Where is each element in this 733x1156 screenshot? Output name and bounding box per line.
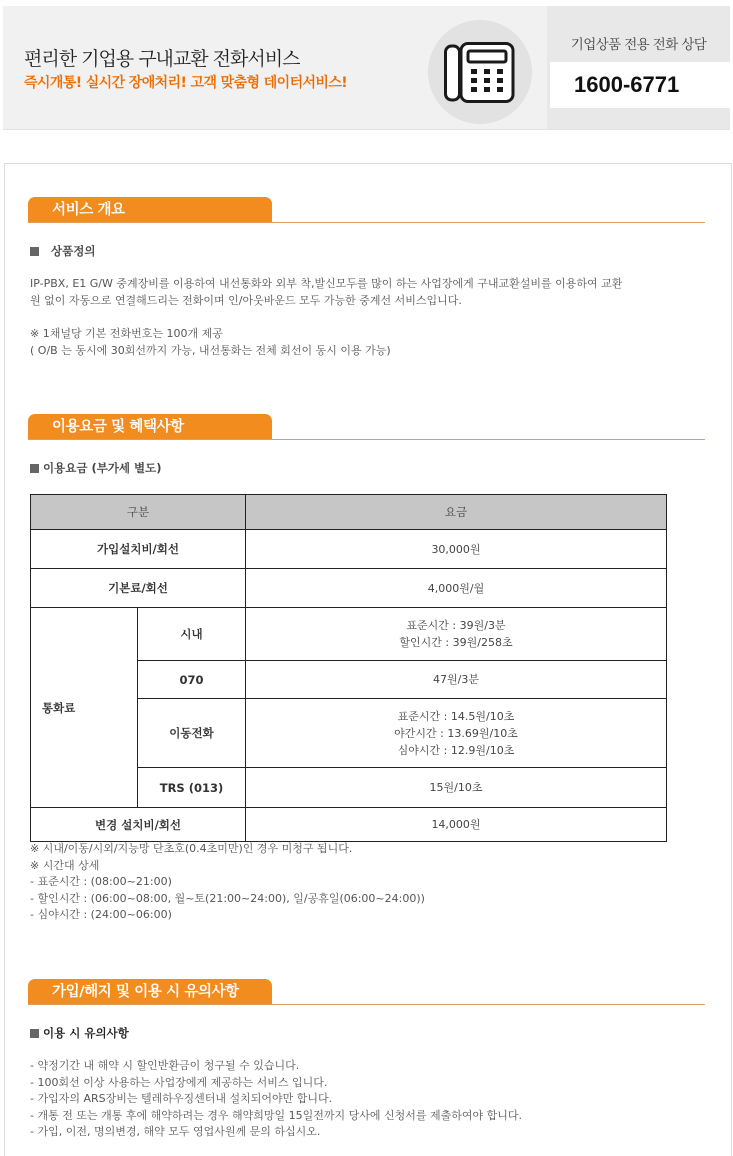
row-value-local <box>246 608 667 661</box>
contact-panel <box>547 6 730 129</box>
contact-phone-number[interactable]: 1600-6771 <box>574 72 680 97</box>
row-label-basic: 기본료/회선 <box>31 569 246 608</box>
row-label-call-charges: 통화료 <box>31 608 138 808</box>
caution-item-4: - 개통 전 또는 개통 후에 해약하려는 경우 해약희망일 15일전까지 당사에 신청서를 제출하여야 합니다. <box>30 1108 522 1122</box>
row-value-070: 47원/3분 <box>246 661 667 699</box>
section-title-overview <box>28 197 706 225</box>
fee-table <box>30 494 667 842</box>
banner-title: 편리한 기업용 구내교환 전화서비스 <box>24 48 300 70</box>
mobile-standard-rate: 표준시간 : 14.5원/10초 <box>397 709 515 723</box>
subhead-definition-text: 상품정의 <box>51 244 96 258</box>
section-tab-overview: 서비스 개요 <box>28 197 272 223</box>
table-header-row <box>31 495 667 530</box>
section-divider <box>28 1004 705 1005</box>
row-value-change: 14,000원 <box>246 808 667 842</box>
banner-subtitle: 즉시개통! 실시간 장애처리! 고객 맞춤형 데이터서비스! <box>24 75 348 91</box>
subhead-definition <box>30 243 95 259</box>
square-bullet-icon <box>30 1029 39 1038</box>
row-value-trs: 15원/10초 <box>246 768 667 808</box>
pricing-note-3: - 표준시간 : (08:00~21:00) <box>30 875 172 888</box>
table-row <box>31 608 667 661</box>
caution-item-2: - 100회선 이상 사용하는 사업장에게 제공하는 서비스 입니다. <box>30 1075 328 1089</box>
section-divider <box>28 222 705 223</box>
section-tab-caution: 가입/해지 및 이용 시 유의사항 <box>28 979 272 1005</box>
service-banner <box>3 6 730 130</box>
row-value-mobile <box>246 699 667 768</box>
table-row <box>31 569 667 608</box>
table-header-category: 구분 <box>31 495 246 530</box>
contact-number-box <box>550 62 730 108</box>
row-label-local: 시내 <box>138 608 246 661</box>
section-tab-pricing: 이용요금 및 혜택사항 <box>28 414 272 440</box>
overview-note-line-1: ※ 1채널당 기본 전화번호는 100개 제공 <box>30 327 223 340</box>
table-row <box>31 530 667 569</box>
row-label-trs: TRS (013) <box>138 768 246 808</box>
local-standard-rate: 표준시간 : 39원/3분 <box>406 619 506 632</box>
section-divider <box>28 439 705 440</box>
overview-desc-line-1: IP-PBX, E1 G/W 중계장비를 이용하여 내선통화와 외부 착,발신모두를 많이 하는 사업장에게 구내교환설비를 이용하여 교환 <box>30 277 623 290</box>
row-label-install: 가입설치비/회선 <box>31 530 246 569</box>
caution-item-1: - 약정기간 내 해약 시 할인반환금이 청구될 수 있습니다. <box>30 1059 300 1072</box>
desk-phone-icon <box>444 42 516 104</box>
local-discount-rate: 할인시간 : 39원/258초 <box>399 636 513 649</box>
contact-label: 기업상품 전용 전화 상담 <box>570 37 707 53</box>
table-row <box>31 808 667 842</box>
row-value-basic: 4,000원/월 <box>246 569 667 608</box>
pricing-note-4: - 할인시간 : (06:00~08:00, 월~토(21:00~24:00), 일/공휴일(06:00~24:00)) <box>30 891 425 905</box>
subhead-fees <box>30 460 162 476</box>
pricing-note-5: - 심야시간 : (24:00~06:00) <box>30 908 172 921</box>
pricing-note-2: ※ 시간대 상세 <box>30 858 100 872</box>
subhead-caution-text: 이용 시 유의사항 <box>43 1026 129 1040</box>
overview-description <box>30 276 622 309</box>
pricing-notes <box>30 841 425 924</box>
table-header-fee: 요금 <box>246 495 667 530</box>
overview-desc-line-2: 원 없이 자동으로 연결해드리는 전화이며 인/아웃바운드 모두 가능한 중계선 서비스입니다. <box>30 293 462 307</box>
square-bullet-icon <box>30 464 39 473</box>
caution-item-5: - 가입, 이전, 명의변경, 해약 모두 영업사원께 문의 하십시오. <box>30 1125 321 1138</box>
mobile-late-night-rate: 심야시간 : 12.9원/10초 <box>397 743 515 757</box>
overview-note-line-2: ( O/B 는 동시에 30회선까지 가능, 내선통화는 전체 회선이 동시 이용 가능) <box>30 343 391 357</box>
subhead-caution <box>30 1025 129 1041</box>
section-title-pricing <box>28 414 706 442</box>
phone-icon-badge <box>428 20 532 124</box>
subhead-fees-text: 이용요금 (부가세 별도) <box>43 461 162 475</box>
pricing-note-1: ※ 시내/이동/시외/지능망 단초호(0.4초미만)인 경우 미청구 됩니다. <box>30 842 353 855</box>
square-bullet-icon <box>30 247 39 256</box>
caution-list <box>30 1058 522 1141</box>
row-label-070: 070 <box>138 661 246 699</box>
row-label-change: 변경 설치비/회선 <box>31 808 246 842</box>
row-value-install: 30,000원 <box>246 530 667 569</box>
mobile-night-rate: 야간시간 : 13.69원/10초 <box>394 726 518 740</box>
row-label-mobile: 이동전화 <box>138 699 246 768</box>
section-title-caution <box>28 979 706 1007</box>
caution-item-3: - 가입자의 ARS장비는 텔레하우징센터내 설치되어야만 합니다. <box>30 1092 333 1105</box>
overview-note <box>30 326 391 359</box>
